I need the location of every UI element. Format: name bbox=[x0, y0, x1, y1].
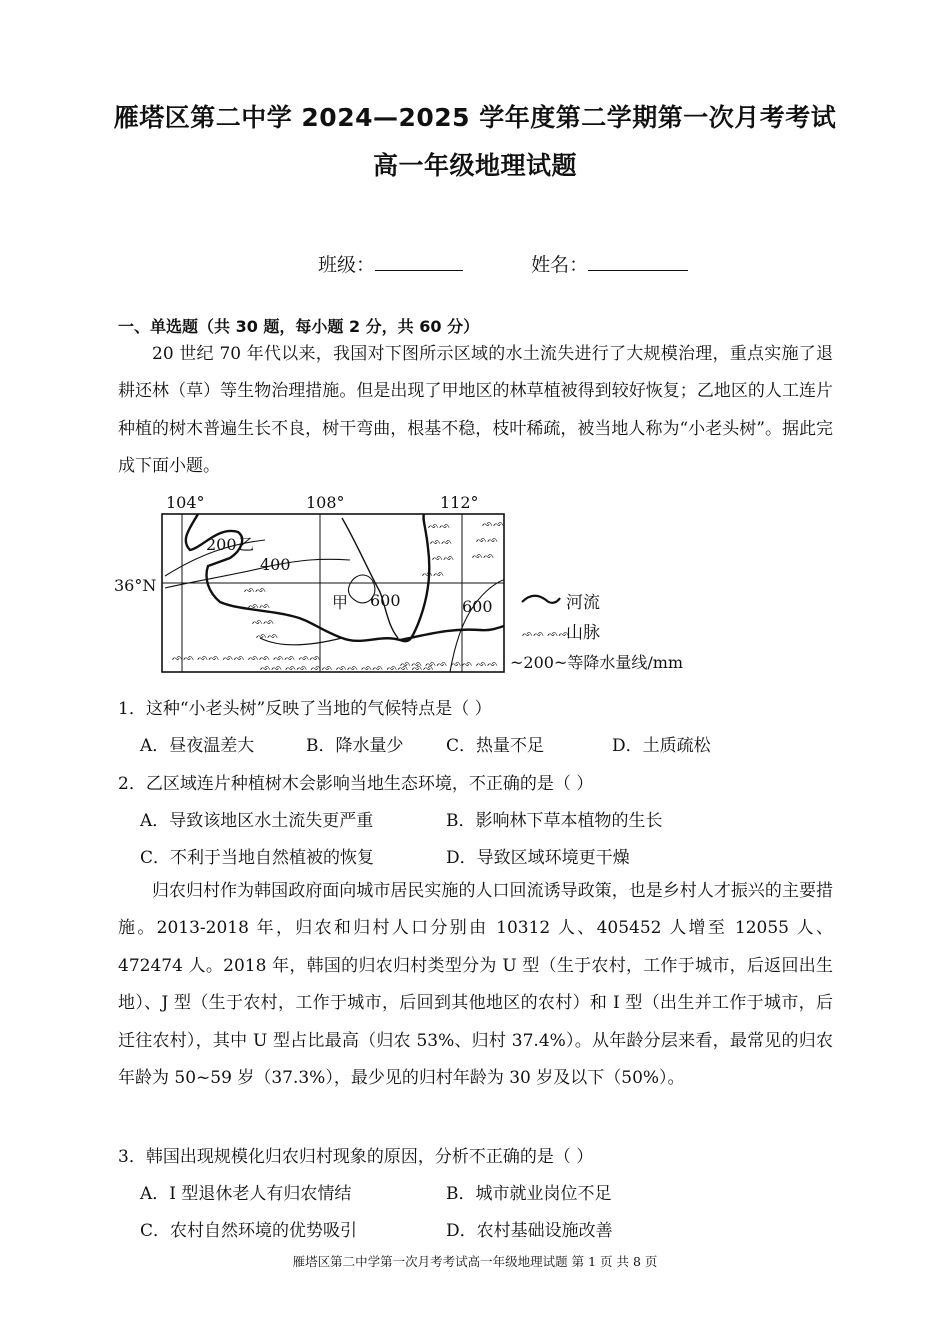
q3-option-b: B．城市就业岗位不足 bbox=[446, 1184, 612, 1204]
q1-option-b: B．降水量少 bbox=[306, 736, 404, 756]
legend-isohyet-label: ~200~等降水量线/mm bbox=[510, 653, 684, 672]
question-2-stem: 2．乙区域连片种植树木会影响当地生态环境，不正确的是（ ） bbox=[118, 774, 594, 794]
q3-option-c: C．农村自然环境的优势吸引 bbox=[140, 1221, 358, 1241]
mountain-icon: ᨒᨒ bbox=[482, 519, 505, 529]
label-lon-112: 112° bbox=[440, 493, 479, 512]
mountain-icon: ᨒᨒ ᨒᨒ ᨒᨒ ᨒᨒ ᨒᨒ ᨒᨒ bbox=[172, 653, 321, 663]
mountain-icon: ᨒᨒ ᨒᨒ ᨒᨒ ᨒᨒ bbox=[400, 659, 499, 669]
q2-option-a: A．导致该地区水土流失更严重 bbox=[140, 811, 374, 831]
label-place-jia: 甲 bbox=[332, 593, 349, 612]
class-blank bbox=[375, 250, 463, 271]
label-lon-104: 104° bbox=[166, 493, 205, 512]
label-iso-200: 200 bbox=[206, 535, 237, 554]
student-info bbox=[318, 250, 688, 277]
mountain-icon: ᨒᨒ bbox=[428, 521, 451, 531]
q2-option-d: D．导致区域环境更干燥 bbox=[446, 848, 630, 868]
label-iso-600-a: 600 bbox=[370, 591, 401, 610]
exam-subtitle: 高一年级地理试题 bbox=[372, 151, 577, 180]
q1-option-a: A．昼夜温差大 bbox=[140, 736, 255, 756]
mountain-icon: ᨒᨒ bbox=[472, 551, 495, 561]
mountain-icon: ᨒᨒ ᨒᨒ ᨒᨒ ᨒᨒ ᨒᨒ ᨒᨒ ᨒᨒ bbox=[260, 663, 435, 673]
exam-title: 雁塔区第二中学 2024—2025 学年度第二学期第一次月考考试 bbox=[113, 103, 837, 132]
legend-river-label: 河流 bbox=[566, 593, 600, 613]
q2-option-b: B．影响林下草本植物的生长 bbox=[446, 811, 663, 831]
passage-1: 20 世纪 70 年代以来，我国对下图所示区域的水土流失进行了大规模治理，重点实施了退耕还林（草）等生物治理措施。但是出现了甲地区的林草植被得到较好恢复；乙地区的人工连片种植的树木普遍生长不良，树干弯曲，根基不稳，枝叶稀疏，被当地人称为“小老头树”。据此完成下面小题。 bbox=[118, 344, 833, 477]
name-label: 姓名： bbox=[531, 254, 589, 276]
mountain-icon: ᨒᨒ bbox=[256, 631, 279, 641]
mountain-icon: ᨒᨒ bbox=[476, 535, 499, 545]
name-blank bbox=[588, 250, 688, 271]
q1-option-d: D．土质疏松 bbox=[612, 736, 711, 756]
class-label: 班级： bbox=[318, 254, 376, 276]
q2-option-c: C．不利于当地自然植被的恢复 bbox=[140, 848, 375, 868]
mountain-icon: ᨒᨒ bbox=[422, 569, 445, 579]
label-lon-108: 108° bbox=[306, 493, 345, 512]
question-1-stem: 1．这种“小老头树”反映了当地的气候特点是（ ） bbox=[118, 699, 492, 719]
mountain-icon: ᨒᨒ bbox=[252, 617, 275, 627]
mountain-icon: ᨒᨒ bbox=[244, 585, 267, 595]
label-iso-600-b: 600 bbox=[462, 597, 493, 616]
page-footer: 雁塔区第二中学第一次月考考试高一年级地理试题 第 1 页 共 8 页 bbox=[292, 1254, 658, 1269]
label-place-yi: 乙 bbox=[238, 535, 255, 554]
label-iso-400: 400 bbox=[260, 555, 291, 574]
q3-option-a: A．I 型退休老人有归农情结 bbox=[140, 1184, 352, 1204]
label-lat-36n: 36°N bbox=[114, 576, 157, 595]
q3-option-d: D．农村基础设施改善 bbox=[446, 1221, 613, 1241]
passage-2: 归农归村作为韩国政府面向城市居民实施的人口回流诱导政策，也是乡村人才振兴的主要措施。2013-2018 年，归农和归村人口分别由 10312 人、405452 人增至 12055 人、472474 人。2018 年，韩国的归农归村类型分为 U 型（生于农村，工作于城市，后返回出生地）、J 型（生于农村，工作于城市，后回到其他地区的农村）和 I 型（出生并工作于城市，后迁往农村），其中 U 型占比最高（归农 53%、归村 37.4%）。从年龄分层来看，最常见的归农年龄为 50~59 岁（37.3%），最少见的归村年龄为 30 岁及以下（50%）。 bbox=[118, 881, 833, 1089]
q1-option-c: C．热量不足 bbox=[446, 736, 545, 756]
question-3-stem: 3．韩国出现规模化归农归村现象的原因，分析不正确的是（ ） bbox=[118, 1147, 594, 1167]
mountain-icon: ᨒᨒ bbox=[248, 601, 271, 611]
mountain-icon: ᨒᨒ bbox=[432, 553, 455, 563]
legend-mountain-label: 山脉 bbox=[566, 623, 600, 643]
isohyet-400 bbox=[165, 559, 350, 588]
river-main bbox=[186, 514, 429, 641]
mountain-icon: ᨒᨒ bbox=[430, 537, 453, 547]
section-heading: 一、单选题（共 30 题，每小题 2 分，共 60 分） bbox=[118, 317, 480, 336]
region-map bbox=[110, 488, 730, 678]
legend-river-symbol bbox=[522, 596, 560, 603]
legend-mountain-symbol: ᨒᨒ ᨒᨒ bbox=[522, 629, 570, 639]
